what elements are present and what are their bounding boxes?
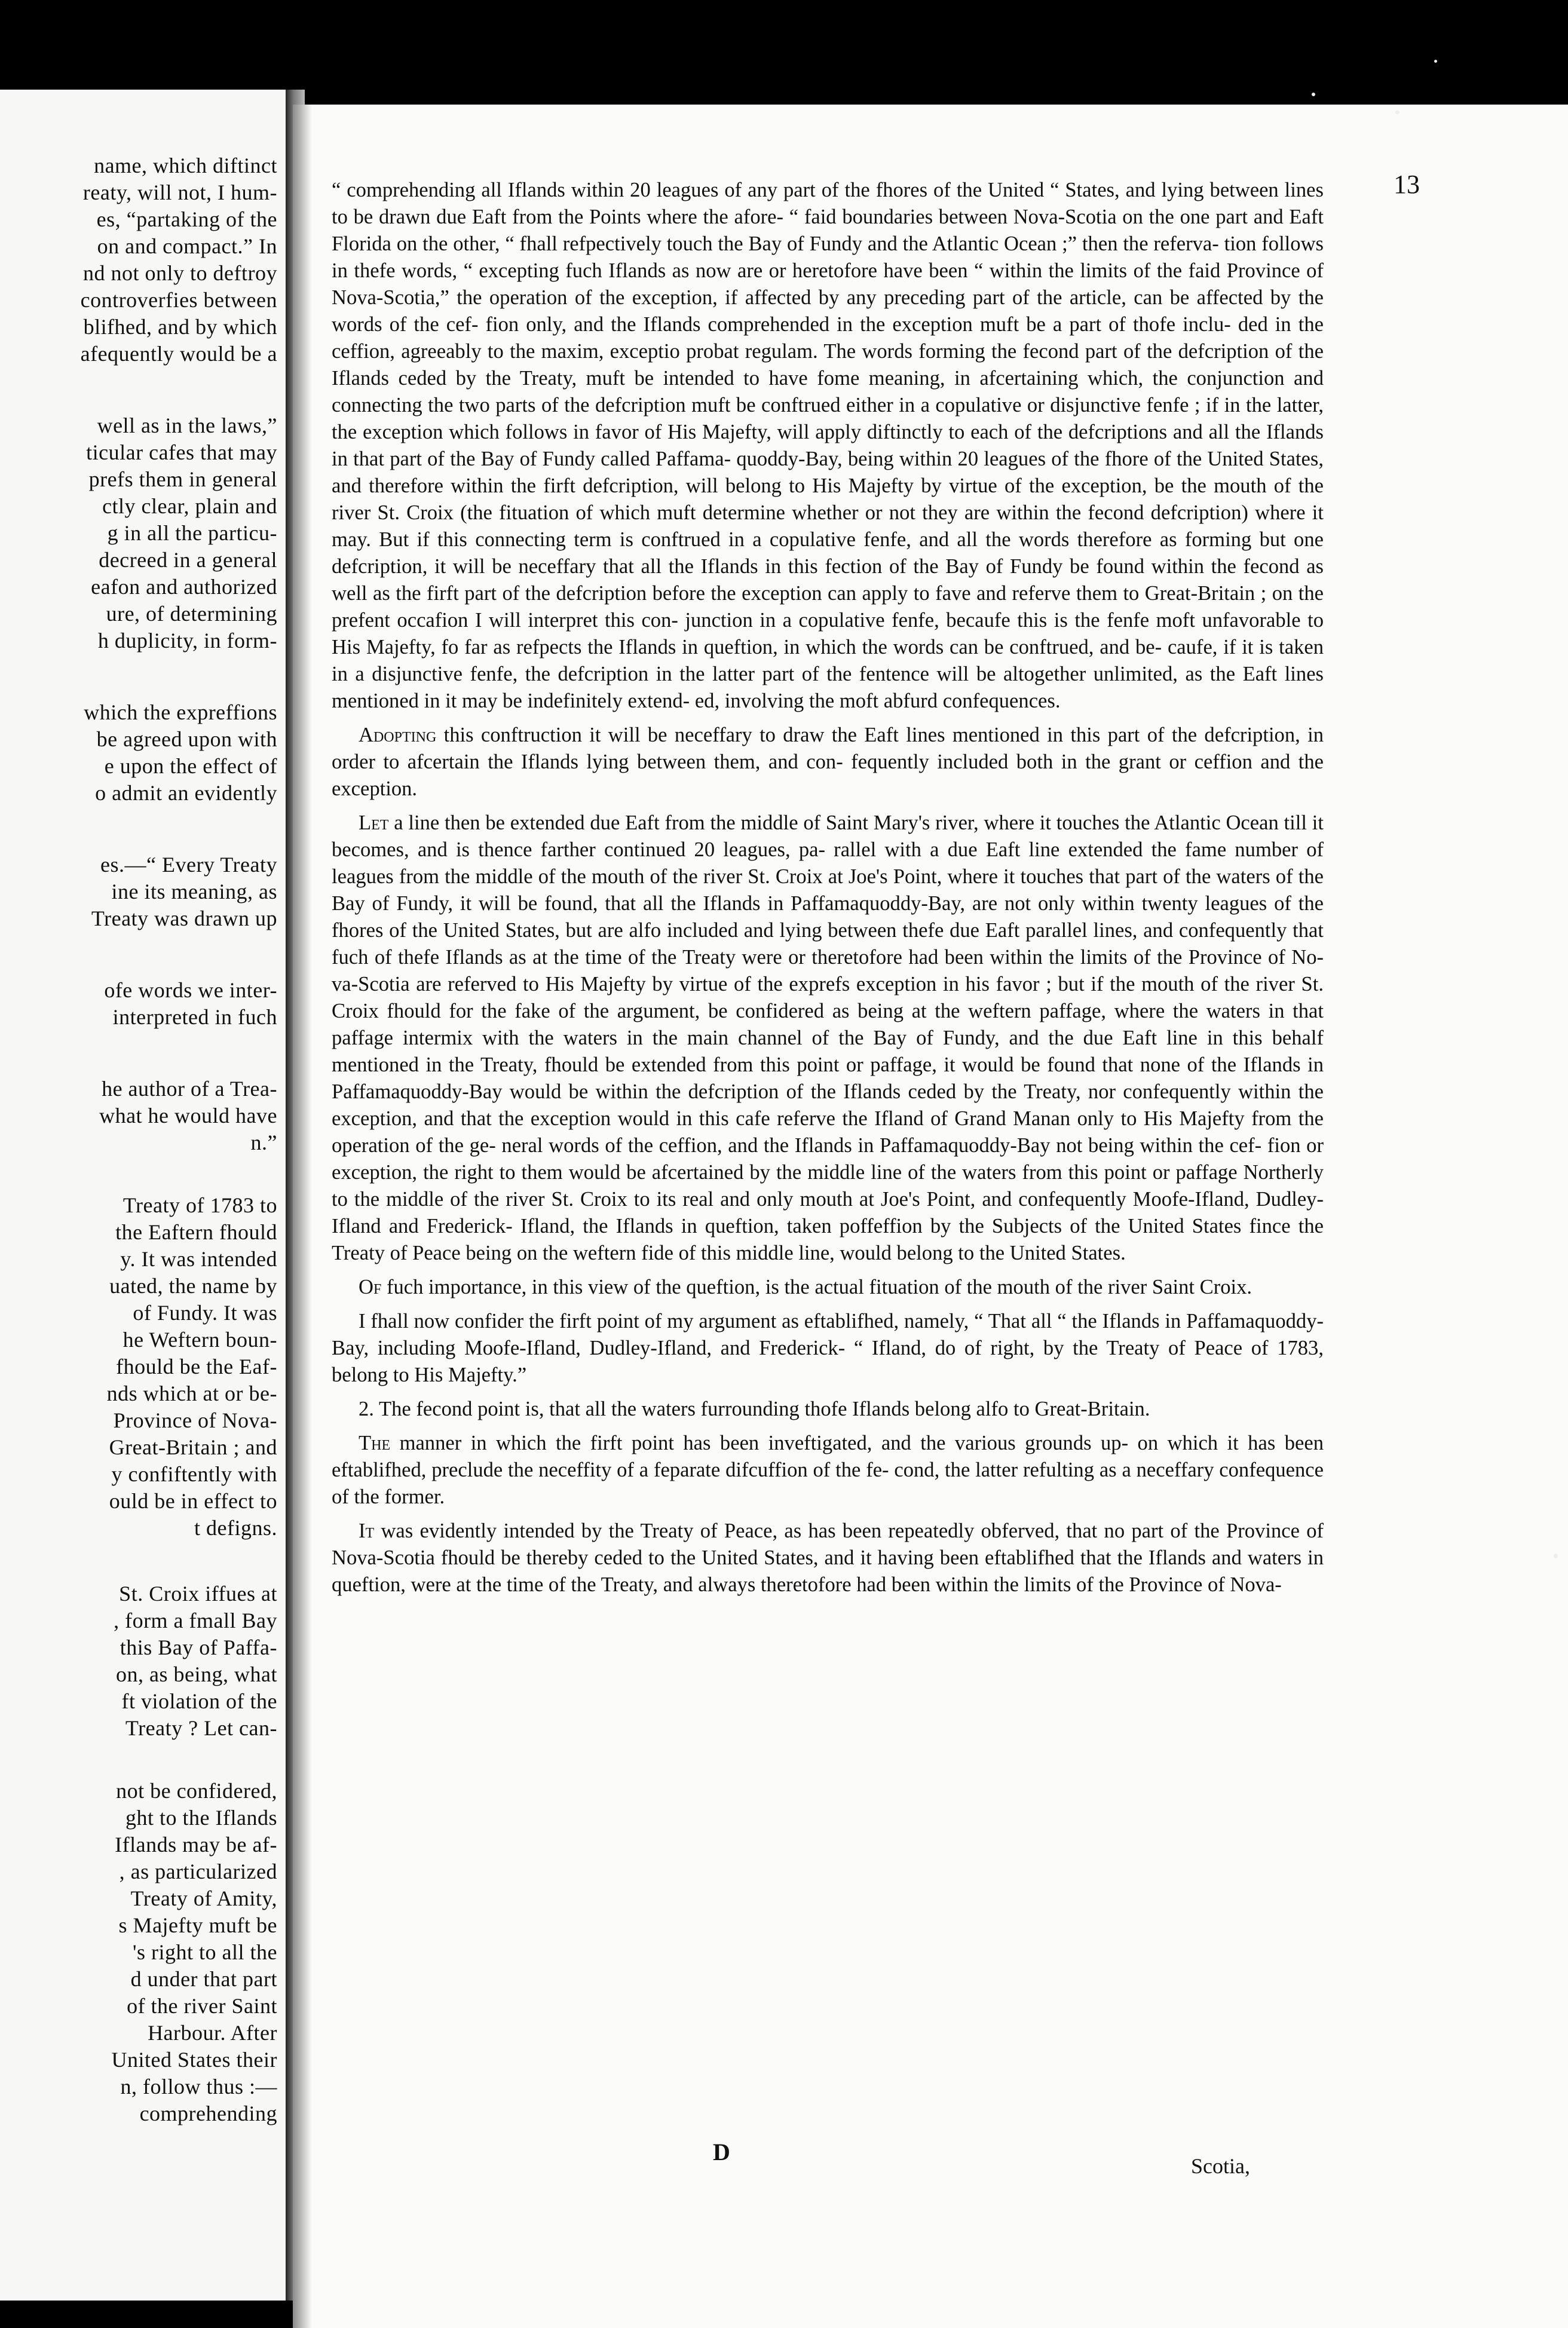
scan-speck — [1434, 60, 1437, 63]
left-page-line: he Weftern boun- — [122, 1328, 277, 1352]
left-page-line: controverfies between — [80, 288, 277, 312]
left-page-line: fhould be the Eaf- — [116, 1355, 277, 1379]
left-page-line: y. It was intended — [120, 1247, 277, 1271]
left-page-line: es.—“ Every Treaty — [100, 853, 277, 877]
left-page-line: name, which diftinct — [94, 154, 277, 177]
left-page-line: prefs them in general — [88, 467, 277, 491]
left-page-line: Great-Britain ; and — [109, 1435, 277, 1459]
paragraph: It was evidently intended by the Treaty of Peace, as has been repeatedly obferved, that no part of the Province of Nova-Scotia fhould be thereby ceded to the United States, and it having been eftablifhed that the Iflands and waters in queftion, were at the time of the Treaty, and always theretofore had been within the limits of the Province of Nova- — [332, 1520, 1324, 1596]
paragraph: I fhall now confider the firft point of my argument as eftablifhed, namely, “ That all “ the Iflands in Paffamaquoddy-Bay, including Moofe-Ifland, Dudley-Ifland, and Frederick- “ Ifland, do of right, by the Treaty of Peace of 1783, belong to His Majefty.” — [332, 1310, 1324, 1386]
left-page-line: , as particularized — [119, 1860, 277, 1883]
left-page-line: ght to the Iflands — [125, 1806, 277, 1830]
paragraph: Of fuch importance, in this view of the queftion, is the actual fituation of the mouth of the river Saint Croix. — [359, 1276, 1252, 1298]
left-page-line: which the expreffions — [84, 700, 277, 724]
left-page-line: well as in the laws,” — [97, 413, 277, 437]
left-page-line: Treaty ? Let can- — [125, 1716, 277, 1740]
left-page-line: comprehending — [139, 2102, 277, 2125]
left-page-line: h duplicity, in form- — [97, 629, 277, 653]
left-page-line: y confiftently with — [111, 1462, 277, 1486]
left-page-line: be agreed upon with — [96, 727, 277, 751]
left-page-line: s Majefty muft be — [118, 1913, 277, 1937]
left-page-line: d under that part — [130, 1967, 277, 1991]
left-page-line: he author of a Trea- — [102, 1077, 277, 1101]
left-page-line: Harbour. After — [148, 2021, 277, 2045]
paragraph: “ comprehending all Iflands within 20 leagues of any part of the fhores of the United “ States, and lying between lines to be drawn due Eaft from the Points where the afore- “ faid boundaries between Nova-Scotia on the one part and Eaft Florida on the other, “ fhall refpectively touch the Bay of Fundy and the Atlantic Ocean ;” then the referva- tion follows in thefe words, “ excepting fuch Iflands as now are or heretofore have been “ within the limits of the faid Province of Nova-Scotia,” the operation of the exception, if affected by any preceding part of the article, can be affected by the words of the cef- fion only, and the Iflands comprehended in the exception muft be a part of thofe inclu- ded in the ceffion, agreeably to the maxim, exceptio probat regulam. The words forming the fecond part of the defcription of the Iflands ceded by the Treaty, muft be intended to have fome meaning, in afcertaining which, the conjunction and connecting the two parts of the defcription muft be conftrued either in a copulative or disjunctive fenfe ; if in the latter, the exception which follows in favor of His Majefty, will apply diftinctly to each of the defcriptions and all the Iflands in that part of the Bay of Fundy called Paffama- quoddy-Bay, being within 20 leagues of the fhore of the United States, and therefore within the firft defcription, will belong to His Majefty by virtue of the exception, be the mouth of the river St. Croix (the fituation of which muft determine whether or not they are within the fecond defcription) where it may. But if this connecting term is conftrued in a copulative fenfe, and all the words therefore as forming but one defcription, it will be neceffary that all the Iflands in this fection of the Bay of Fundy be found within the fecond as well as the firft part of the defcription before the exception can apply to fave and referve them to Great-Britain ; on the prefent occafion I will interpret this con- junction in a copulative fenfe, becaufe this is the fenfe moft unfavorable to His Majefty, fo far as refpects the Iflands in queftion, in which the words can be conftrued, and be- caufe, if it is taken in a disjunctive fenfe, the defcription in the latter part of the fentence will be altogether unlimited, as the Eaft lines mentioned in it may be indefinitely extend- ed, involving the moft abfurd confequences. — [332, 179, 1324, 712]
signature-mark: D — [713, 2139, 730, 2165]
left-page-line: ine its meaning, as — [111, 880, 277, 903]
left-page-line: Treaty of 1783 to — [122, 1193, 277, 1217]
scan-speck — [1395, 111, 1399, 114]
left-page-line: not be confidered, — [116, 1779, 277, 1803]
scan-speck — [1554, 1554, 1558, 1558]
left-page-line: interpreted in fuch — [112, 1005, 277, 1029]
paragraph: Let a line then be extended due Eaft from the middle of Saint Mary's river, where it touches the Atlantic Ocean till it becomes, and is thence farther continued 20 leagues, pa- rallel with a due Eaft line extended the fame number of leagues from the middle of the mouth of the river St. Croix at Joe's Point, where it touches that part of the waters of the Bay of Fundy, it will be found, that all the Iflands in Paffamaquoddy-Bay, are not only within twenty leagues of the fhores of the United States, but are alfo included and lying between thefe due Eaft parallel lines, and confequently that fuch of thefe Iflands as at the time of the Treaty were or theretofore had been within the limits of the Province of No- va-Scotia are referved to His Majefty by virtue of the exprefs exception in his favor ; but if the mouth of the river St. Croix fhould for the fake of the argument, be confidered as being at the weftern paffage, where the waters in that paffage intermix with the waters in the main channel of the Bay of Fundy, and the due Eaft line in this behalf mentioned in the Treaty, fhould be extended from this point or paffage, it would be found that none of the Iflands in Paffamaquoddy-Bay would be within the defcription of the Iflands ceded by the Treaty, nor confequently within the exception, and that the exception would in this cafe referve the Ifland of Grand Manan only to His Majefty from the operation of the ge- neral words of the ceffion, and the Iflands in Paffamaquoddy-Bay not being within the cef- fion or exception, the right to them would be afcertained by the middle line of the waters from this point or paffage Northerly to the middle of the river St. Croix to its real and only mouth at Joe's Point, and confequently Moofe-Ifland, Dudley-Ifland and Frederick- Ifland, the Iflands in queftion, taken poffeffion by the Subjects of the United States fince the Treaty of Peace being on the weftern fide of this middle line, would belong to the United States. — [332, 811, 1324, 1264]
left-page-line: ft violation of the — [121, 1689, 277, 1713]
left-page-line: afequently would be a — [80, 342, 277, 366]
left-page — [0, 90, 286, 2301]
left-page-line: Treaty was drawn up — [91, 906, 277, 930]
scan-speck — [1312, 93, 1315, 96]
left-page-line: this Bay of Paffa- — [120, 1635, 277, 1659]
left-page-line: Province of Nova- — [113, 1408, 277, 1432]
left-page-line: , form a fmall Bay — [114, 1609, 277, 1632]
left-page-line: reaty, will not, I hum- — [82, 180, 277, 204]
left-page-line: es, “partaking of the — [96, 207, 277, 231]
main-text — [332, 177, 1324, 1598]
left-page-line: United States their — [111, 2048, 277, 2072]
left-page-line: e upon the effect of — [104, 754, 277, 778]
left-page-line: on, as being, what — [116, 1662, 277, 1686]
left-page-line: ctly clear, plain and — [102, 494, 277, 518]
left-page-line: o admit an evidently — [95, 781, 277, 805]
left-page-line: blifhed, and by which — [83, 315, 277, 339]
left-page-line: 's right to all the — [133, 1940, 277, 1964]
page-shadow — [293, 105, 312, 2328]
paragraph: The manner in which the firft point has been inveftigated, and the various grounds up- on which it has been eftablifhed, preclude the neceffity of a feparate difcuffion of the fe- cond, the latter refulting as a neceffary confequence of the former. — [332, 1432, 1324, 1508]
left-page-line: of the river Saint — [127, 1994, 277, 2018]
catchword: Scotia, — [1191, 2154, 1250, 2178]
left-page-line: uated, the name by — [109, 1274, 277, 1298]
left-page-line: what he would have — [99, 1104, 277, 1128]
left-page-line: n.” — [250, 1131, 277, 1154]
left-page-line: n, follow thus :— — [120, 2075, 277, 2099]
left-page-line: the Eaftern fhould — [115, 1220, 277, 1244]
left-page-line: t defigns. — [194, 1516, 277, 1540]
left-page-line: eafon and authorized — [91, 575, 277, 599]
left-page-line: Treaty of Amity, — [130, 1886, 277, 1910]
paragraph: 2. The fecond point is, that all the waters furrounding thofe Iflands belong alfo to Great-Britain. — [359, 1398, 1150, 1420]
left-page-line: nds which at or be- — [106, 1382, 277, 1405]
left-page-line: St. Croix iffues at — [119, 1582, 277, 1606]
left-page-line: Iflands may be af- — [115, 1833, 277, 1857]
left-page-line: ticular cafes that may — [86, 440, 277, 464]
left-page-line: ould be in effect to — [109, 1489, 277, 1513]
paragraph: Adopting this conftruction it will be neceffary to draw the Eaft lines mentioned in this part of the defcription, in order to afcertain the Iflands lying between them, and con- fequently included both in the grant or ceffion and the exception. — [332, 724, 1324, 800]
left-page-line: of Fundy. It was — [133, 1301, 277, 1325]
left-page-line: on and compact.” In — [97, 234, 277, 258]
left-page-line: g in all the particu- — [107, 521, 277, 545]
left-page-line: decreed in a general — [99, 548, 277, 572]
page-number: 13 — [1394, 170, 1420, 199]
left-page-line: ofe words we inter- — [104, 978, 277, 1002]
left-page-line: ure, of determining — [106, 602, 277, 626]
left-page-line: nd not only to deftroy — [83, 261, 277, 285]
